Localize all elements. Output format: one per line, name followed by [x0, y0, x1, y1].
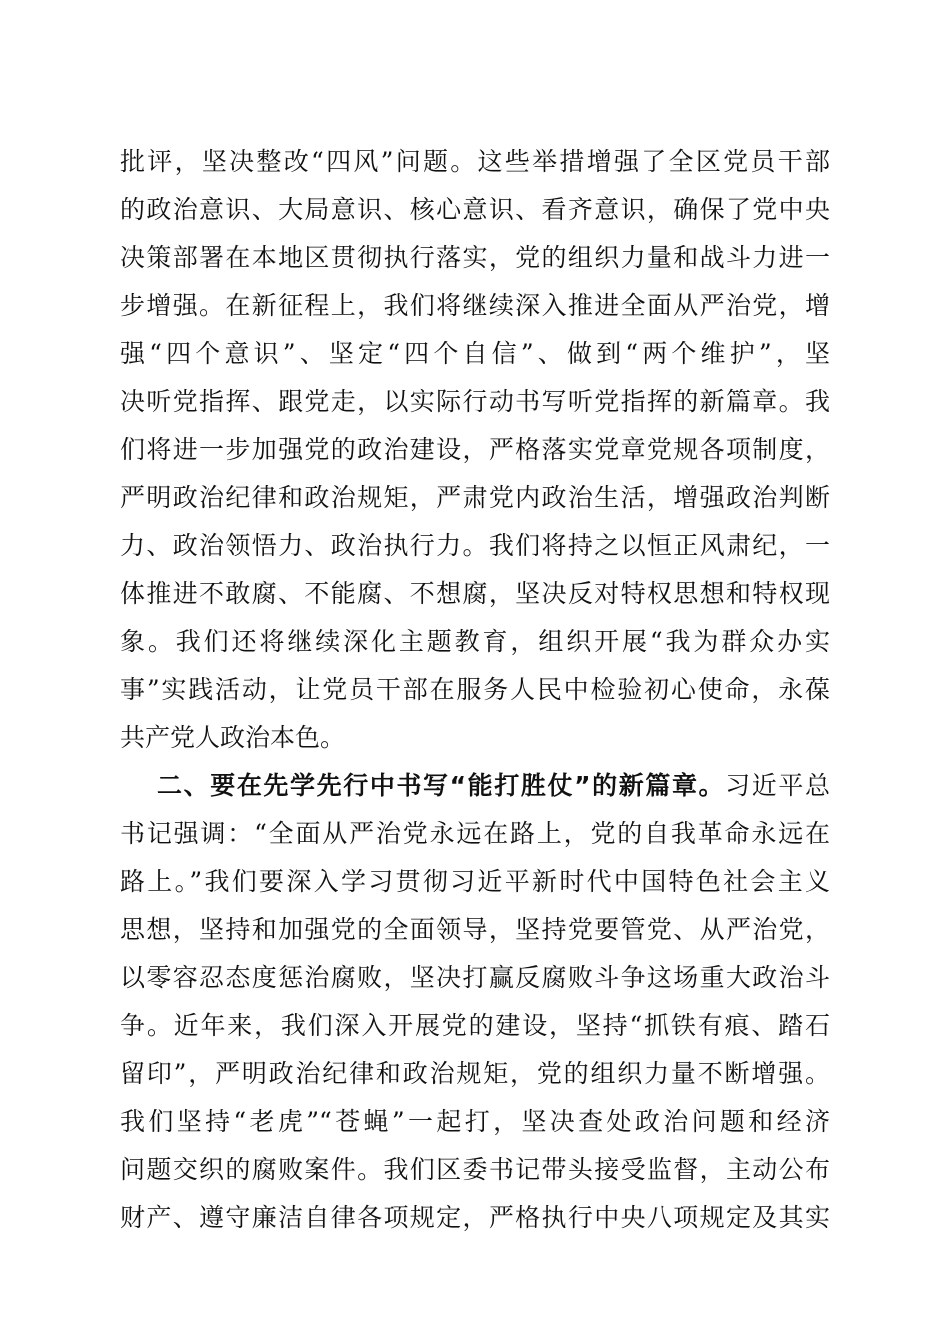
text-line: 强“四个意识”、坚定“四个自信”、做到“两个维护”，坚 [120, 339, 830, 368]
text-line: 留印”，严明政治纪律和政治规矩，党的组织力量不断增强。 [120, 1059, 830, 1088]
text-line: 们将进一步加强党的政治建设，严格落实党章党规各项制度， [120, 435, 830, 464]
paragraph-2-first-line [120, 762, 830, 810]
text-line: 争。近年来，我们深入开展党的建设，坚持“抓铁有痕、踏石 [120, 1011, 830, 1040]
paragraph-2 [120, 762, 830, 1242]
text-line: 以零容忍态度惩治腐败，坚决打赢反腐败斗争这场重大政治斗 [120, 963, 830, 992]
text-fragment: 习近平总 [725, 771, 830, 800]
text-line: 的政治意识、大局意识、核心意识、看齐意识，确保了党中央 [120, 195, 830, 224]
text-line: 严明政治纪律和政治规矩，严肃党内政治生活，增强政治判断 [120, 483, 830, 512]
text-line: 财产、遵守廉洁自律各项规定，严格执行中央八项规定及其实 [120, 1203, 830, 1232]
document-body [120, 138, 830, 1242]
text-line: 体推进不敢腐、不能腐、不想腐，坚决反对特权思想和特权现 [120, 579, 830, 608]
text-line: 共产党人政治本色。 [120, 723, 346, 752]
text-line: 事”实践活动，让党员干部在服务人民中检验初心使命，永葆 [120, 675, 830, 704]
text-line: 我们坚持“老虎”“苍蝇”一起打，坚决查处政治问题和经济 [120, 1107, 830, 1136]
text-line: 力、政治领悟力、政治执行力。我们将持之以恒正风肃纪，一 [120, 531, 830, 560]
text-line: 问题交织的腐败案件。我们区委书记带头接受监督，主动公布 [120, 1155, 830, 1184]
text-line: 象。我们还将继续深化主题教育，组织开展“我为群众办实 [120, 627, 830, 656]
section-heading: 二、要在先学先行中书写“能打胜仗”的新篇章。 [157, 771, 726, 800]
paragraph-1 [120, 138, 830, 762]
text-line: 思想，坚持和加强党的全面领导，坚持党要管党、从严治党， [120, 915, 830, 944]
text-line: 路上。”我们要深入学习贯彻习近平新时代中国特色社会主义 [120, 867, 830, 896]
text-line: 书记强调：“全面从严治党永远在路上，党的自我革命永远在 [120, 819, 830, 848]
text-line: 步增强。在新征程上，我们将继续深入推进全面从严治党，增 [120, 291, 830, 320]
text-line: 批评，坚决整改“四风”问题。这些举措增强了全区党员干部 [120, 147, 830, 176]
text-line: 决策部署在本地区贯彻执行落实，党的组织力量和战斗力进一 [120, 243, 830, 272]
text-line: 决听党指挥、跟党走，以实际行动书写听党指挥的新篇章。我 [120, 387, 830, 416]
